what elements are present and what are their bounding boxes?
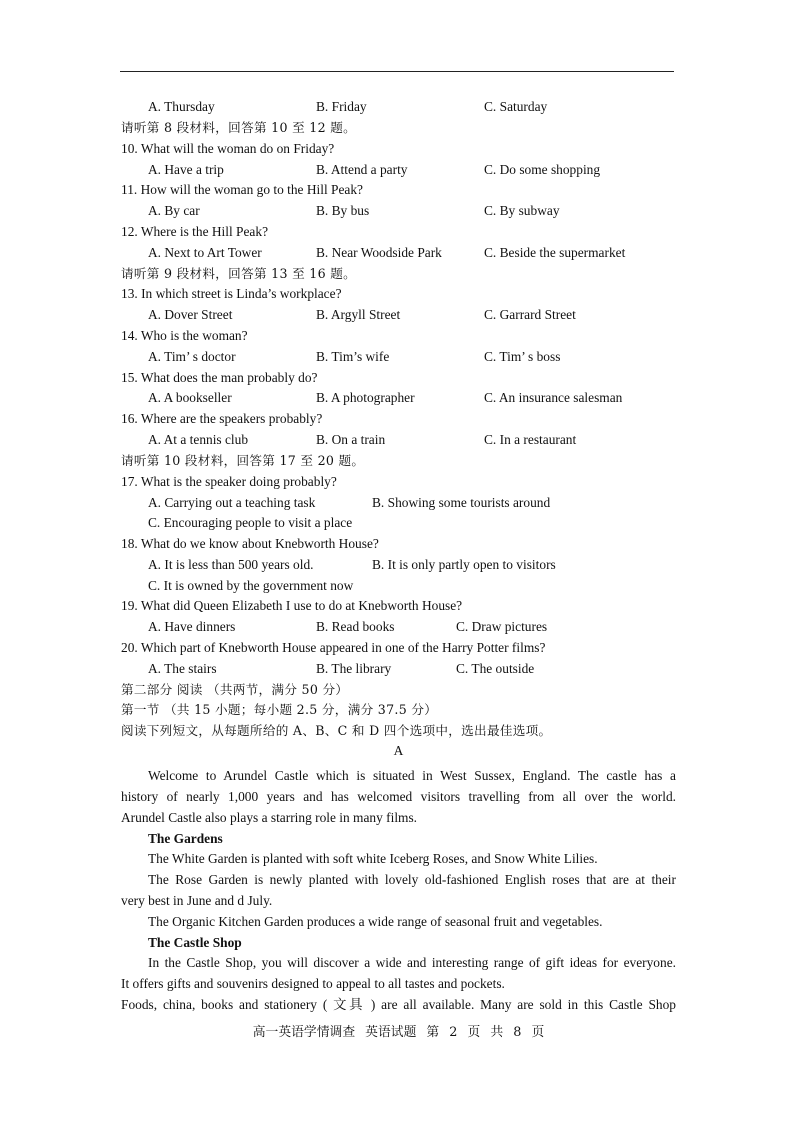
q17-stem: 17. What is the speaker doing probably? (121, 474, 337, 489)
q9-option-a: A. Thursday (148, 99, 215, 114)
q13-stem: 13. In which street is Linda’s workplace? (121, 286, 342, 301)
rose-garden-line-2: very best in June and d July. (121, 893, 273, 908)
section1-heading: 第一节 （共 15 小题；每小题 2.5 分，满分 37.5 分） (121, 702, 438, 717)
q17-option-c: C. Encouraging people to visit a place (148, 515, 353, 530)
q9-option-b: B. Friday (316, 99, 367, 114)
q14-option-a: A. Tim’ s doctor (148, 349, 236, 364)
gardens-heading: The Gardens (148, 831, 223, 846)
section9-intro: 请听第 9 段材料，回答第 13 至 16 题。 (121, 266, 357, 281)
q9-option-c: C. Saturday (484, 99, 548, 114)
q14-stem: 14. Who is the woman? (121, 328, 248, 343)
q19-option-b: B. Read books (316, 619, 395, 634)
kitchen-garden-text: The Organic Kitchen Garden produces a wide range of seasonal fruit and vegetables. (148, 914, 603, 929)
passage-letter: A (393, 743, 404, 758)
q14-option-c: C. Tim’ s boss (484, 349, 561, 364)
q16-option-b: B. On a train (316, 432, 386, 447)
q10-option-b: B. Attend a party (316, 162, 408, 177)
q18-option-b: B. It is only partly open to visitors (372, 557, 556, 572)
q19-stem: 19. What did Queen Elizabeth I use to do at Knebworth House? (121, 598, 463, 613)
q15-stem: 15. What does the man probably do? (121, 370, 318, 385)
q13-option-c: C. Garrard Street (484, 307, 576, 322)
q15-option-a: A. A bookseller (148, 390, 232, 405)
q12-stem: 12. Where is the Hill Peak? (121, 224, 269, 239)
q16-option-a: A. At a tennis club (148, 432, 249, 447)
section10-intro: 请听第 10 段材料，回答第 17 至 20 题。 (121, 453, 365, 468)
shop-line-3: Foods, china, books and stationery ( 文具 ) are all available. Many are sold in this Castle Shop (121, 997, 676, 1012)
q12-option-b: B. Near Woodside Park (316, 245, 442, 260)
q18-option-c: C. It is owned by the government now (148, 578, 354, 593)
q14-option-b: B. Tim’s wife (316, 349, 390, 364)
intro-line-1: Welcome to Arundel Castle which is situated in West Sussex, England. The castle has a (148, 768, 676, 783)
q16-option-c: C. In a restaurant (484, 432, 577, 447)
reading-instruction: 阅读下列短文，从每题所给的 A、B、C 和 D 四个选项中，选出最佳选项。 (121, 723, 552, 738)
q12-option-c: C. Beside the supermarket (484, 245, 626, 260)
q10-option-a: A. Have a trip (148, 162, 224, 177)
intro-line-3: Arundel Castle also plays a starring role in many films. (121, 810, 418, 825)
q17-option-a: A. Carrying out a teaching task (148, 495, 316, 510)
shop-line-1: In the Castle Shop, you will discover a wide and interesting range of gift ideas for everyone. (148, 955, 676, 970)
page-footer: 高一英语学情调查 英语试题 第 2 页 共 8 页 (252, 1025, 545, 1040)
white-garden-text: The White Garden is planted with soft white Iceberg Roses, and Snow White Lilies. (148, 851, 598, 866)
q10-option-c: C. Do some shopping (484, 162, 601, 177)
q15-option-c: C. An insurance salesman (484, 390, 623, 405)
header-rule (120, 71, 674, 72)
q18-stem: 18. What do we know about Knebworth House? (121, 536, 379, 551)
q20-option-a: A. The stairs (148, 661, 217, 676)
q20-stem: 20. Which part of Knebworth House appeared in one of the Harry Potter films? (121, 640, 546, 655)
q12-option-a: A. Next to Art Tower (148, 245, 262, 260)
q15-option-b: B. A photographer (316, 390, 415, 405)
q11-stem: 11. How will the woman go to the Hill Peak? (121, 182, 363, 197)
q13-option-b: B. Argyll Street (316, 307, 401, 322)
q10-stem: 10. What will the woman do on Friday? (121, 141, 335, 156)
q18-option-a: A. It is less than 500 years old. (148, 557, 314, 572)
q19-option-a: A. Have dinners (148, 619, 236, 634)
section8-intro: 请听第 8 段材料，回答第 10 至 12 题。 (121, 120, 357, 135)
intro-line-2: history of nearly 1,000 years and has welcomed visitors travelling from all over the world. (121, 789, 676, 804)
q11-option-b: B. By bus (316, 203, 370, 218)
q20-option-c: C. The outside (456, 661, 535, 676)
shop-heading: The Castle Shop (148, 935, 242, 950)
q20-option-b: B. The library (316, 661, 392, 676)
q13-option-a: A. Dover Street (148, 307, 233, 322)
q16-stem: 16. Where are the speakers probably? (121, 411, 323, 426)
rose-garden-line-1: The Rose Garden is newly planted with lovely old-fashioned English roses that are at their (148, 872, 676, 887)
q19-option-c: C. Draw pictures (456, 619, 548, 634)
shop-line-2: It offers gifts and souvenirs designed to appeal to all tastes and pockets. (121, 976, 505, 991)
q11-option-a: A. By car (148, 203, 200, 218)
part2-heading: 第二部分 阅读 （共两节，满分 50 分） (121, 682, 349, 697)
q17-option-b: B. Showing some tourists around (372, 495, 551, 510)
q11-option-c: C. By subway (484, 203, 560, 218)
